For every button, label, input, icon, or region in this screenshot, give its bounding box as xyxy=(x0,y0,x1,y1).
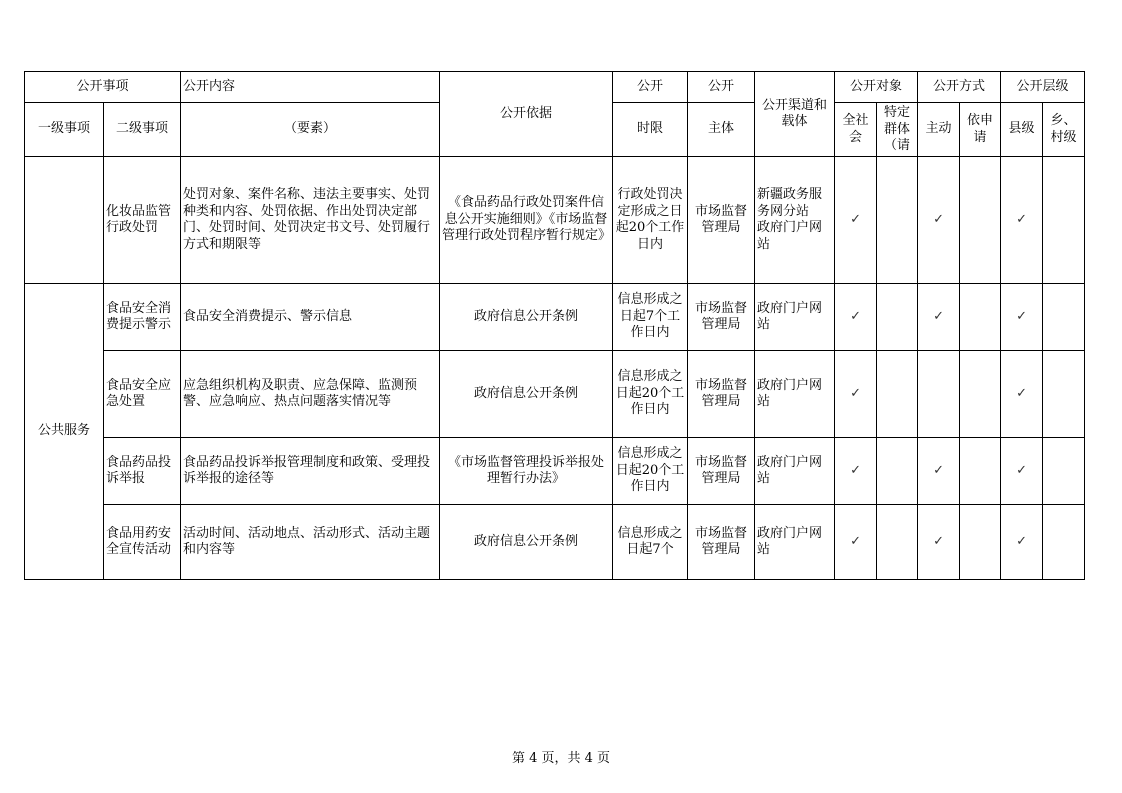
header-second-level: 二级事项 xyxy=(104,103,181,157)
basis-cell: 政府信息公开条例 xyxy=(440,505,613,580)
check-on-request xyxy=(960,157,1001,284)
check-specific-group xyxy=(877,284,918,351)
subject-cell: 市场监督管理局 xyxy=(688,351,755,438)
second-level-cell: 化妆品监管行政处罚 xyxy=(104,157,181,284)
content-cell: 食品药品投诉举报管理制度和政策、受理投诉举报的途径等 xyxy=(181,438,440,505)
time-cell: 信息形成之日起7个工作日内 xyxy=(613,284,688,351)
check-on-request xyxy=(960,351,1001,438)
basis-cell: 《市场监督管理投诉举报处理暂行办法》 xyxy=(440,438,613,505)
second-level-cell: 食品安全消费提示警示 xyxy=(104,284,181,351)
check-township xyxy=(1043,351,1085,438)
header-target: 公开对象 xyxy=(835,72,918,103)
check-whole-society: ✓ xyxy=(835,505,877,580)
check-on-request xyxy=(960,438,1001,505)
disclosure-table xyxy=(24,71,1085,580)
subject-cell: 市场监督管理局 xyxy=(688,157,755,284)
check-county: ✓ xyxy=(1001,505,1043,580)
header-first-level: 一级事项 xyxy=(25,103,104,157)
first-level-cell xyxy=(25,157,104,284)
time-cell: 信息形成之日起20个工作日内 xyxy=(613,438,688,505)
content-cell: 活动时间、活动地点、活动形式、活动主题和内容等 xyxy=(181,505,440,580)
channel-cell: 政府门户网站 xyxy=(755,351,835,438)
channel-cell: 政府门户网站 xyxy=(755,438,835,505)
table-row xyxy=(25,284,1085,351)
check-specific-group xyxy=(877,157,918,284)
basis-cell: 政府信息公开条例 xyxy=(440,351,613,438)
content-cell: 食品安全消费提示、警示信息 xyxy=(181,284,440,351)
check-county: ✓ xyxy=(1001,351,1043,438)
check-county: ✓ xyxy=(1001,284,1043,351)
content-cell: 应急组织机构及职责、应急保障、监测预警、应急响应、热点问题落实情况等 xyxy=(181,351,440,438)
check-township xyxy=(1043,157,1085,284)
table-row xyxy=(25,438,1085,505)
check-active: ✓ xyxy=(918,505,960,580)
header-time-bottom: 时限 xyxy=(613,103,688,157)
check-township xyxy=(1043,284,1085,351)
channel-cell: 政府门户网站 xyxy=(755,505,835,580)
subject-cell: 市场监督管理局 xyxy=(688,284,755,351)
time-cell: 信息形成之日起20个工作日内 xyxy=(613,351,688,438)
second-level-cell: 食品安全应急处置 xyxy=(104,351,181,438)
check-on-request xyxy=(960,505,1001,580)
table-row xyxy=(25,505,1085,580)
channel-cell: 新疆政务服务网分站 政府门户网站 xyxy=(755,157,835,284)
header-subject-bottom: 主体 xyxy=(688,103,755,157)
header-on-request: 依申请 xyxy=(960,103,1001,157)
check-whole-society: ✓ xyxy=(835,157,877,284)
header-level: 公开层级 xyxy=(1001,72,1085,103)
header-time-top: 公开 xyxy=(613,72,688,103)
header-whole-society: 全社会 xyxy=(835,103,877,157)
subject-cell: 市场监督管理局 xyxy=(688,505,755,580)
channel-cell: 政府门户网站 xyxy=(755,284,835,351)
check-on-request xyxy=(960,284,1001,351)
subject-cell: 市场监督管理局 xyxy=(688,438,755,505)
check-active: ✓ xyxy=(918,157,960,284)
time-cell: 行政处罚决定形成之日起20个工作日内 xyxy=(613,157,688,284)
page-footer: 第 4 页，共 4 页 xyxy=(511,751,611,766)
check-county: ✓ xyxy=(1001,157,1043,284)
table-row xyxy=(25,157,1085,284)
check-active: ✓ xyxy=(918,284,960,351)
check-active xyxy=(918,351,960,438)
table-row xyxy=(25,351,1085,438)
header-specific-group: 特定群体（请 xyxy=(877,103,918,157)
header-active: 主动 xyxy=(918,103,960,157)
header-elements: （要素） xyxy=(181,103,440,157)
header-item: 公开事项 xyxy=(25,72,181,103)
time-cell: 信息形成之日起7个 xyxy=(613,505,688,580)
check-active: ✓ xyxy=(918,438,960,505)
check-township xyxy=(1043,505,1085,580)
second-level-cell: 食品药品投诉举报 xyxy=(104,438,181,505)
basis-cell: 政府信息公开条例 xyxy=(440,284,613,351)
check-whole-society: ✓ xyxy=(835,351,877,438)
header-method: 公开方式 xyxy=(918,72,1001,103)
check-county: ✓ xyxy=(1001,438,1043,505)
header-channel: 公开渠道和载体 xyxy=(755,72,835,157)
check-whole-society: ✓ xyxy=(835,284,877,351)
check-township xyxy=(1043,438,1085,505)
header-township: 乡、村级 xyxy=(1043,103,1085,157)
header-content: 公开内容 xyxy=(181,72,440,103)
header-basis: 公开依据 xyxy=(440,72,613,157)
content-cell: 处罚对象、案件名称、违法主要事实、处罚种类和内容、处罚依据、作出处罚决定部门、处罚时间、处罚决定书文号、处罚履行方式和期限等 xyxy=(181,157,440,284)
check-whole-society: ✓ xyxy=(835,438,877,505)
second-level-cell: 食品用药安全宣传活动 xyxy=(104,505,181,580)
group-label-cell: 公共服务 xyxy=(25,284,104,580)
header-county: 县级 xyxy=(1001,103,1043,157)
check-specific-group xyxy=(877,351,918,438)
basis-cell: 《食品药品行政处罚案件信息公开实施细则》《市场监督管理行政处罚程序暂行规定》 xyxy=(440,157,613,284)
check-specific-group xyxy=(877,505,918,580)
header-subject-top: 公开 xyxy=(688,72,755,103)
check-specific-group xyxy=(877,438,918,505)
